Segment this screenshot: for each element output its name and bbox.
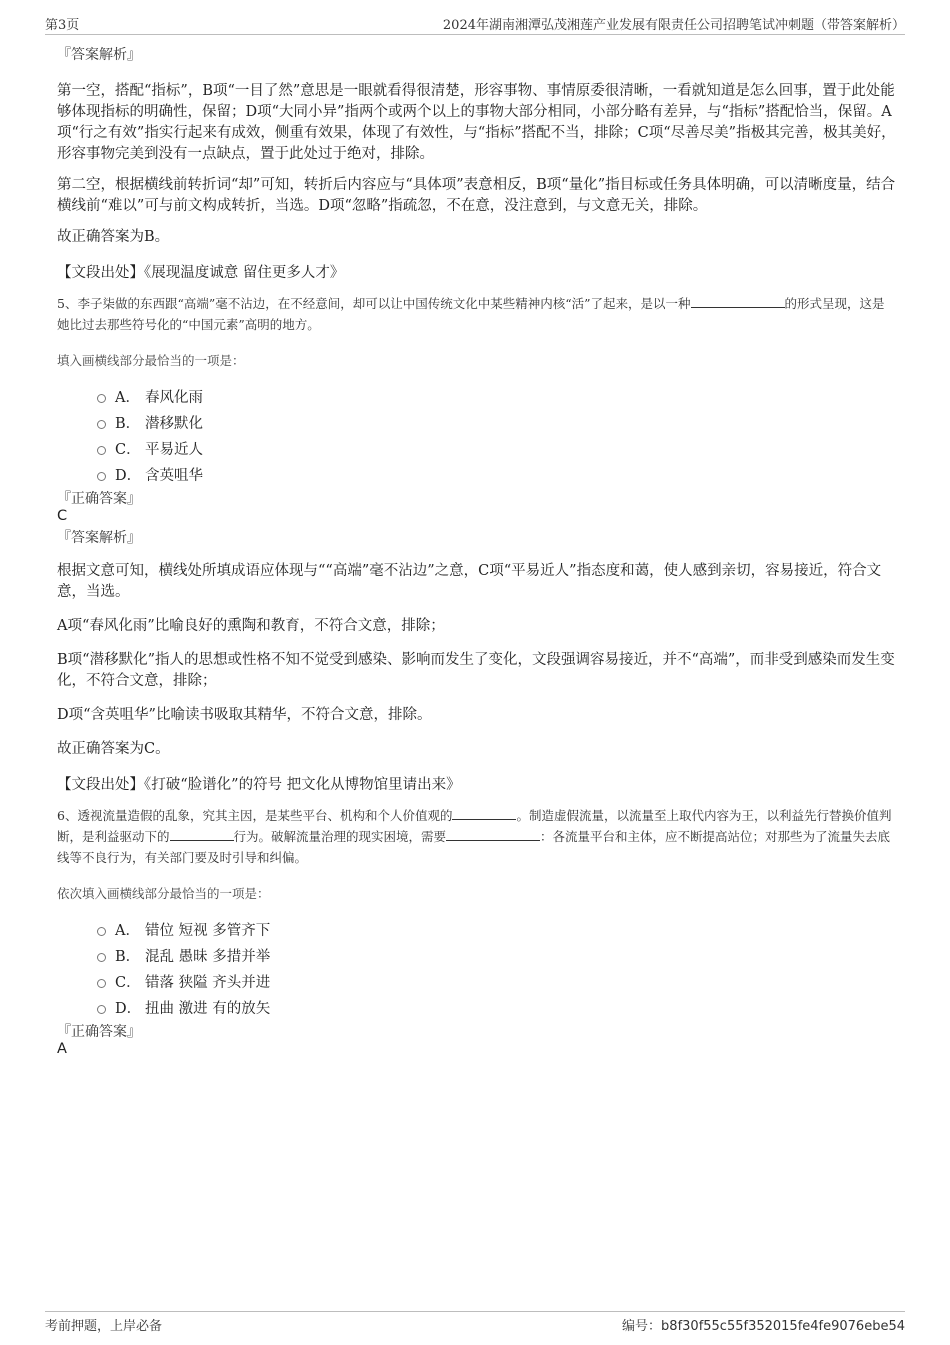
page-header: [45, 14, 905, 35]
option-text: 春风化雨: [145, 390, 203, 406]
q5-options: [95, 386, 897, 490]
q6-option-c[interactable]: [95, 971, 897, 997]
radio-icon[interactable]: [97, 953, 106, 962]
q6-blank-2: [170, 828, 234, 841]
q5-analysis-conclusion: 故正确答案为C。: [57, 741, 170, 757]
option-letter: D．: [115, 1001, 142, 1017]
q6-stem: [57, 805, 897, 868]
q6-stem-text-3: 行为。破解流量治理的现实困境，需要: [233, 829, 447, 844]
q5-stem-text-2: 的形式呈现，这是她比过去那些符号化的“中国元素”高明的地方。: [57, 296, 885, 332]
q6-option-d[interactable]: [95, 997, 897, 1023]
option-text: 错落 狭隘 齐头并进: [145, 975, 271, 991]
q6-stem-text-1: 6、透视流量造假的乱象，究其主因，是某些平台、机构和个人价值观的: [57, 808, 453, 823]
q5-correct-label: 『正确答案』: [57, 491, 141, 507]
q4-source: 【文段出处】《展现温度诚意 留住更多人才》: [57, 265, 345, 281]
q5-source: 【文段出处】《打破“脸谱化”的符号 把文化从博物馆里请出来》: [57, 777, 461, 793]
option-text: 含英咀华: [145, 468, 203, 484]
q5-analysis-para-4: D项“含英咀华”比喻读书吸取其精华，不符合文意，排除。: [57, 707, 432, 723]
option-letter: D．: [115, 468, 142, 484]
radio-icon[interactable]: [97, 927, 106, 936]
q6-options: [95, 919, 897, 1023]
q5-option-a[interactable]: [95, 386, 897, 412]
option-letter: C．: [115, 975, 141, 991]
radio-icon[interactable]: [97, 394, 106, 403]
q6-blank-1: [452, 807, 516, 820]
q5-analysis-para-3: B项“潜移默化”指人的思想或性格不知不觉受到感染、影响而发生了变化，文段强调容易接近，并不“高端”，而非受到感染而发生变化，不符合文意，排除；: [57, 652, 895, 689]
q6-correct-answer: A: [57, 1041, 67, 1057]
radio-icon[interactable]: [97, 979, 106, 988]
option-text: 错位 短视 多管齐下: [145, 923, 271, 939]
q6-prompt: 依次填入画横线部分最恰当的一项是：: [57, 886, 270, 901]
q5-option-d[interactable]: [95, 464, 897, 490]
q5-analysis-para-1: 根据文意可知，横线处所填成语应体现与““高端”毫不沾边”之意，C项“平易近人”指态度和蔼，使人感到亲切，容易接近，符合文意，当选。: [57, 563, 882, 600]
q6-blank-3: [446, 828, 540, 841]
q4-analysis-conclusion: 故正确答案为B。: [57, 229, 170, 245]
document-code: [622, 1315, 905, 1334]
radio-icon[interactable]: [97, 1005, 106, 1014]
q6-option-b[interactable]: [95, 945, 897, 971]
footer-slogan: 考前押题，上岸必备: [45, 1319, 163, 1334]
option-letter: A．: [115, 923, 140, 939]
code-value: b8f30f55c55f352015fe4fe9076ebe54: [661, 1319, 905, 1334]
q5-analysis-para-2: A项“春风化雨”比喻良好的熏陶和教育，不符合文意，排除；: [57, 618, 445, 634]
q6-stem-text-4: ：各流量平台和主体，应不断提高站位；对那些为了流量失去底线等不良行为，有关部门要及时引导和纠偏。: [57, 829, 891, 865]
q5-option-b[interactable]: [95, 412, 897, 438]
q6-option-a[interactable]: [95, 919, 897, 945]
q5-stem-text-1: 5、李子柒做的东西跟“高端”毫不沾边，在不经意间，却可以让中国传统文化中某些精神内核“活”了起来，是以一种: [57, 296, 691, 311]
option-text: 潜移默化: [145, 416, 203, 432]
option-letter: C．: [115, 442, 141, 458]
code-label: 编号：: [622, 1319, 662, 1334]
radio-icon[interactable]: [97, 472, 106, 481]
q5-blank: [691, 295, 785, 308]
q4-analysis-para-1: 第一空，搭配“指标”，B项“一目了然”意思是一眼就看得很清楚，形容事物、事情原委很清晰，一看就知道是怎么回事，置于此处能够体现指标的明确性，保留；D项“大同小异”指两个或两个以上的事物大部分相同，小部分略有差异，与“指标”搭配恰当，保留。A项“行之有效”指实行起来有成效，侧重有效果，体现了有效性，与“指标”搭配不当，排除；C项“尽善尽美”指极其完善，极其美好，形容事物完美到没有一点缺点，置于此处过于绝对，排除。: [57, 83, 896, 162]
document-body: [57, 44, 897, 1057]
option-text: 扭曲 激进 有的放矢: [145, 1001, 271, 1017]
option-text: 平易近人: [145, 442, 203, 458]
option-letter: B．: [115, 416, 141, 432]
q4-analysis-para-2: 第二空，根据横线前转折词“却”可知，转折后内容应与“具体项”表意相反，B项“量化”指目标或任务具体明确，可以清晰度量，结合横线前“难以”可与前文构成转折，当选。D项“忽略”指疏忽，不在意，没注意到，与文意无关，排除。: [57, 177, 896, 214]
radio-icon[interactable]: [97, 420, 106, 429]
page-footer: [45, 1311, 905, 1335]
q5-prompt: 填入画横线部分最恰当的一项是：: [57, 353, 245, 368]
q5-analysis-label: 『答案解析』: [57, 530, 141, 546]
option-text: 混乱 愚昧 多措并举: [145, 949, 271, 965]
option-letter: A．: [115, 390, 140, 406]
q5-option-c[interactable]: [95, 438, 897, 464]
q5-correct-answer: C: [57, 508, 68, 524]
q6-correct-label: 『正确答案』: [57, 1024, 141, 1040]
q6-stem-text-2: 。制造虚假流量，以流量至上取代内容为王，以利益先行替换价值判断，是利益驱动下的: [57, 808, 892, 844]
q4-analysis-label: 『答案解析』: [57, 47, 141, 63]
page-number: 第3页: [45, 18, 80, 33]
radio-icon[interactable]: [97, 446, 106, 455]
q5-stem: [57, 293, 897, 335]
document-title: 2024年湖南湘潭弘茂湘莲产业发展有限责任公司招聘笔试冲刺题（带答案解析）: [442, 18, 905, 33]
option-letter: B．: [115, 949, 141, 965]
